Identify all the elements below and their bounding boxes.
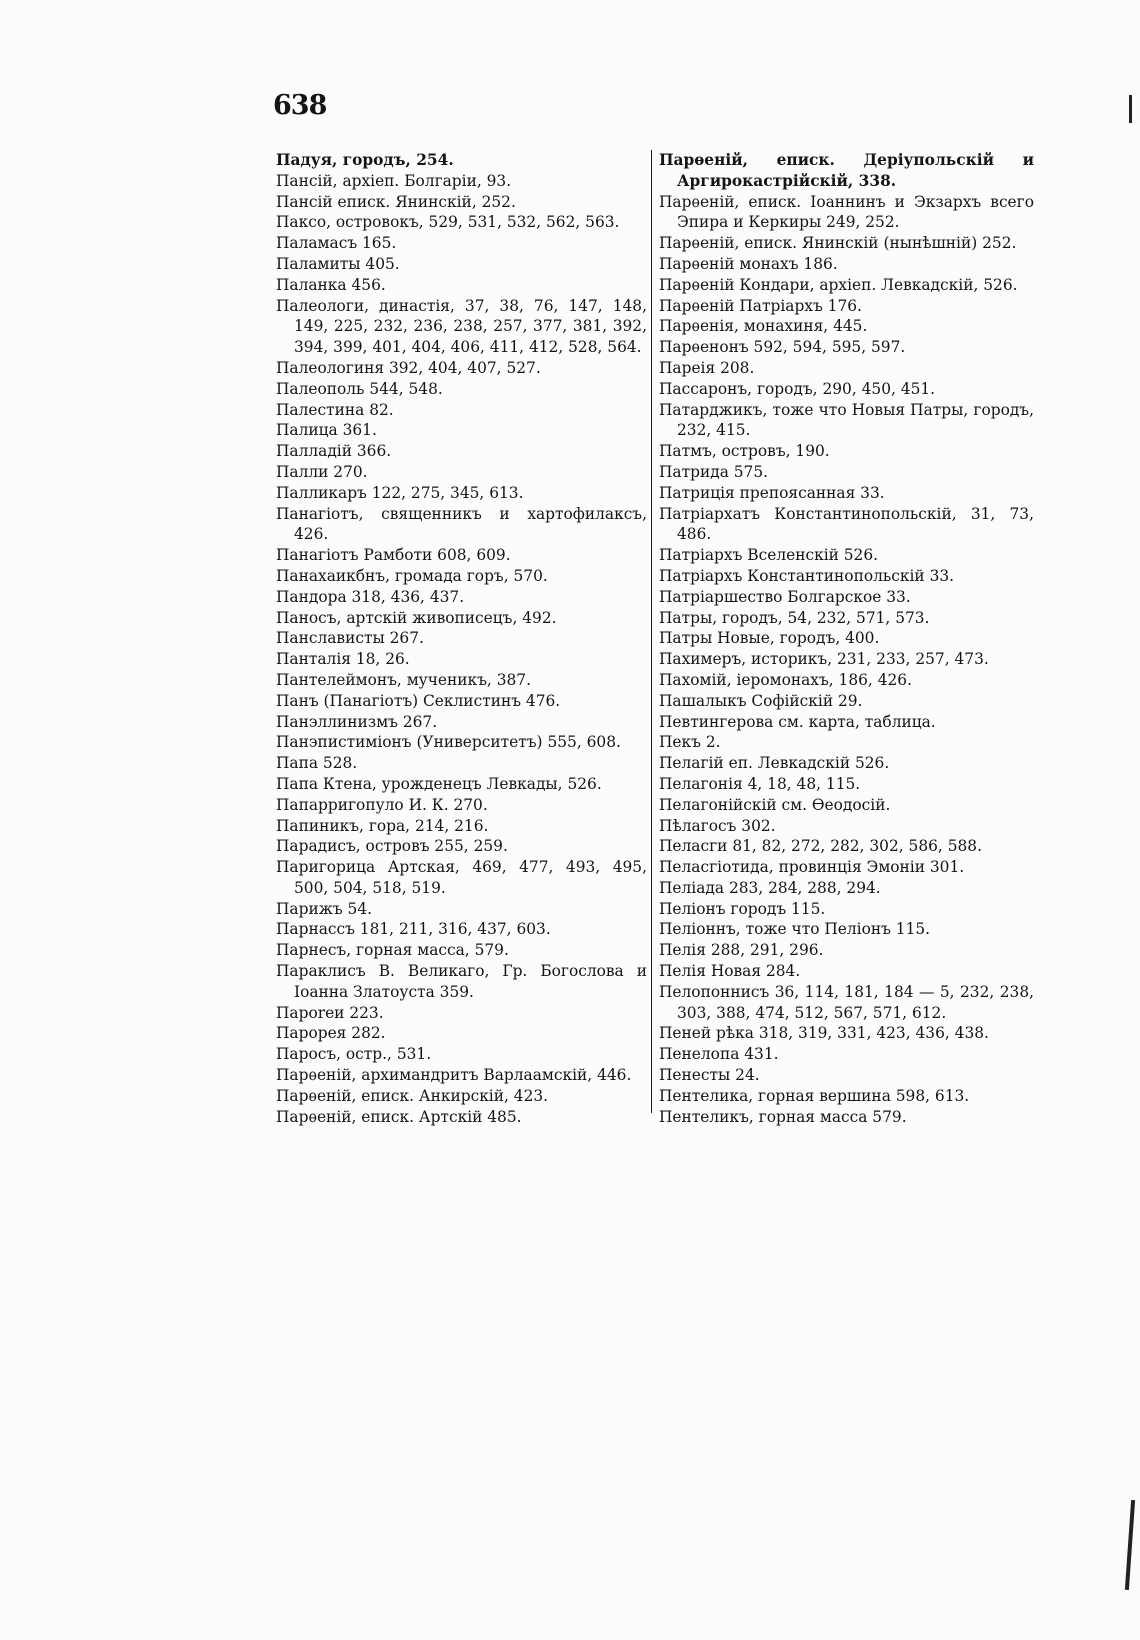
index-entry: Падуя, городъ, 254. — [276, 151, 454, 169]
index-entry: Пентеликъ, горная масса 579. — [659, 1107, 907, 1126]
index-entry: Паригорица Артская, 469, 477, 493, 495, 500, 504, 518, 519. — [276, 858, 647, 897]
index-entry: Палладій 366. — [276, 442, 392, 461]
index-entry: Панахаикбнъ, громада горъ, 570. — [276, 566, 548, 585]
index-entry: Пахомій, іеромонахъ, 186, 426. — [659, 670, 912, 689]
index-entry: Патры Новые, городъ, 400. — [659, 629, 880, 648]
index-entry: Певтингерова см. карта, таблица. — [659, 712, 936, 731]
index-entry: Пареія 208. — [659, 358, 755, 377]
index-entry: Пенелопа 431. — [659, 1045, 779, 1064]
index-entry: Пелагонійскій см. Ѳеодосій. — [659, 795, 891, 814]
index-entry: Пѣлагосъ 302. — [659, 816, 776, 835]
index-entry: Парѳеній, архимандритъ Варлаамскій, 446. — [276, 1066, 632, 1085]
index-entry: Панъ (Панагіотъ) Секлистинъ 476. — [276, 691, 561, 710]
index-entry: Пенесты 24. — [659, 1066, 760, 1085]
index-entry: Пелія Новая 284. — [659, 962, 801, 981]
index-entry: Паносъ, артскій живописецъ, 492. — [276, 608, 557, 627]
index-entry: Патмъ, островъ, 190. — [659, 442, 830, 461]
index-entry: Папиникъ, гора, 214, 216. — [276, 816, 489, 835]
index-entry: Пандора 318, 436, 437. — [276, 587, 465, 606]
index-entry: Парѳеній, еписк. Анкирскій, 423. — [276, 1086, 549, 1105]
index-entry: Пансій, архіеп. Болгаріи, 93. — [276, 171, 512, 190]
index-entry: Палеополь 544, 548. — [276, 379, 443, 398]
index-entry: Патриція препоясанная 33. — [659, 483, 885, 502]
index-entry: Парѳеній, еписк. Артскій 485. — [276, 1107, 522, 1126]
column-divider — [651, 150, 652, 1113]
index-entry: Пароreи 223. — [276, 1003, 384, 1022]
index-entry: Панталія 18, 26. — [276, 650, 410, 669]
index-entry: Паламиты 405. — [276, 254, 400, 273]
index-entry: Парадисъ, островъ 255, 259. — [276, 837, 508, 856]
index-entry: Паламасъ 165. — [276, 234, 397, 253]
index-entry: Палеологиня 392, 404, 407, 527. — [276, 358, 541, 377]
index-entry: Пантелеймонъ, мученикъ, 387. — [276, 670, 531, 689]
index-entry: Паксо, островокъ, 529, 531, 532, 562, 563. — [276, 213, 620, 232]
index-column-right — [659, 150, 1034, 1127]
index-entry: Парѳеній, еписк. Янинскій (нынѣшній) 252. — [659, 234, 1017, 253]
index-entry: Парнесъ, горная масса, 579. — [276, 941, 509, 960]
index-column-left — [276, 150, 647, 1127]
index-entry: Парѳеній монахъ 186. — [659, 254, 838, 273]
index-entry: Патріархатъ Константинопольскій, 31, 73, 486. — [659, 504, 1034, 544]
index-entry: Палица 361. — [276, 421, 377, 440]
margin-mark — [1129, 95, 1132, 123]
index-entry: Пекъ 2. — [659, 733, 721, 752]
index-entry: Патарджикъ, тоже что Новыя Патры, городъ, 232, 415. — [659, 400, 1034, 440]
index-entry: Палеологи, династія, 37, 38, 76, 147, 148, 149, 225, 232, 236, 238, 257, 377, 381, 392, 394, 399, 401, 404, 406, 411, 412, 528, 564. — [276, 296, 647, 357]
index-entry: Пеліонъ городъ 115. — [659, 899, 826, 918]
index-entry: Пеліада 283, 284, 288, 294. — [659, 878, 881, 897]
index-entry: Парѳенія, монахиня, 445. — [659, 317, 868, 336]
index-entry: Пеласгіотида, провинція Эмоніи 301. — [659, 858, 965, 877]
index-entry: Пелагій еп. Левкадскій 526. — [659, 754, 890, 773]
index-entry: Патріархъ Вселенскій 526. — [659, 546, 879, 565]
index-entry: Патрида 575. — [659, 462, 769, 481]
index-entry: Пелопоннисъ 36, 114, 181, 184 — 5, 232, 238, 303, 388, 474, 512, 567, 571, 612. — [659, 982, 1034, 1022]
index-entry: Пелія 288, 291, 296. — [659, 941, 824, 960]
index-entry: Панэпистиміонъ (Университетъ) 555, 608. — [276, 733, 621, 752]
index-entry: Пеласги 81, 82, 272, 282, 302, 586, 588. — [659, 837, 982, 856]
index-entry: Палликаръ 122, 275, 345, 613. — [276, 483, 524, 502]
index-entry: Парѳеній Патріархъ 176. — [659, 296, 862, 315]
index-entry: Пеней рѣка 318, 319, 331, 423, 436, 438. — [659, 1024, 989, 1043]
index-entry: Палестина 82. — [276, 400, 394, 419]
index-entry: Патріаршество Болгарское 33. — [659, 587, 911, 606]
index-entry: Парижъ 54. — [276, 899, 373, 918]
index-entry: Пеліоннъ, тоже что Пеліонъ 115. — [659, 920, 931, 939]
index-entry: Парѳеній Кондари, архіеп. Левкадскій, 526. — [659, 275, 1018, 294]
index-entry: Пентелика, горная вершина 598, 613. — [659, 1086, 970, 1105]
index-entry: Панагіотъ, священникъ и хартофилаксъ, 426. — [276, 504, 647, 544]
index-entry: Патры, городъ, 54, 232, 571, 573. — [659, 608, 930, 627]
index-entry: Панагіотъ Рамботи 608, 609. — [276, 546, 511, 565]
index-entry: Палли 270. — [276, 462, 368, 481]
index-entry: Пахимеръ, историкъ, 231, 233, 257, 473. — [659, 650, 989, 669]
index-entry: Пелагонія 4, 18, 48, 115. — [659, 774, 861, 793]
index-entry: Парѳенонъ 592, 594, 595, 597. — [659, 338, 906, 357]
index-entry: Парѳеній, еписк. Деріупольскій и Аргирокастрійскій, 338. — [659, 151, 1034, 190]
index-entry: Папарригопуло И. К. 270. — [276, 795, 488, 814]
index-entry: Пансій еписк. Янинскій, 252. — [276, 192, 516, 211]
index-entry: Парѳеній, еписк. Іоаннинъ и Экзархъ всего Эпира и Керкиры 249, 252. — [659, 192, 1034, 232]
page-number: 638 — [273, 90, 327, 121]
margin-mark — [1125, 1500, 1135, 1590]
index-entry: Пассаронъ, городъ, 290, 450, 451. — [659, 379, 936, 398]
index-entry: Параклисъ В. Великаго, Гр. Богослова и Іоанна Златоуста 359. — [276, 962, 647, 1001]
index-entry: Панслависты 267. — [276, 629, 424, 648]
index-entry: Паросъ, остр., 531. — [276, 1045, 432, 1064]
index-entry: Парорея 282. — [276, 1024, 386, 1043]
index-entry: Паланка 456. — [276, 275, 386, 294]
index-entry: Пашалыкъ Софійскій 29. — [659, 691, 863, 710]
index-entry: Панэллинизмъ 267. — [276, 712, 438, 731]
index-entry: Папа 528. — [276, 754, 358, 773]
index-entry: Патріархъ Константинопольскій 33. — [659, 566, 955, 585]
index-entry: Парнассъ 181, 211, 316, 437, 603. — [276, 920, 551, 939]
index-entry: Папа Ктена, урожденецъ Левкады, 526. — [276, 774, 602, 793]
